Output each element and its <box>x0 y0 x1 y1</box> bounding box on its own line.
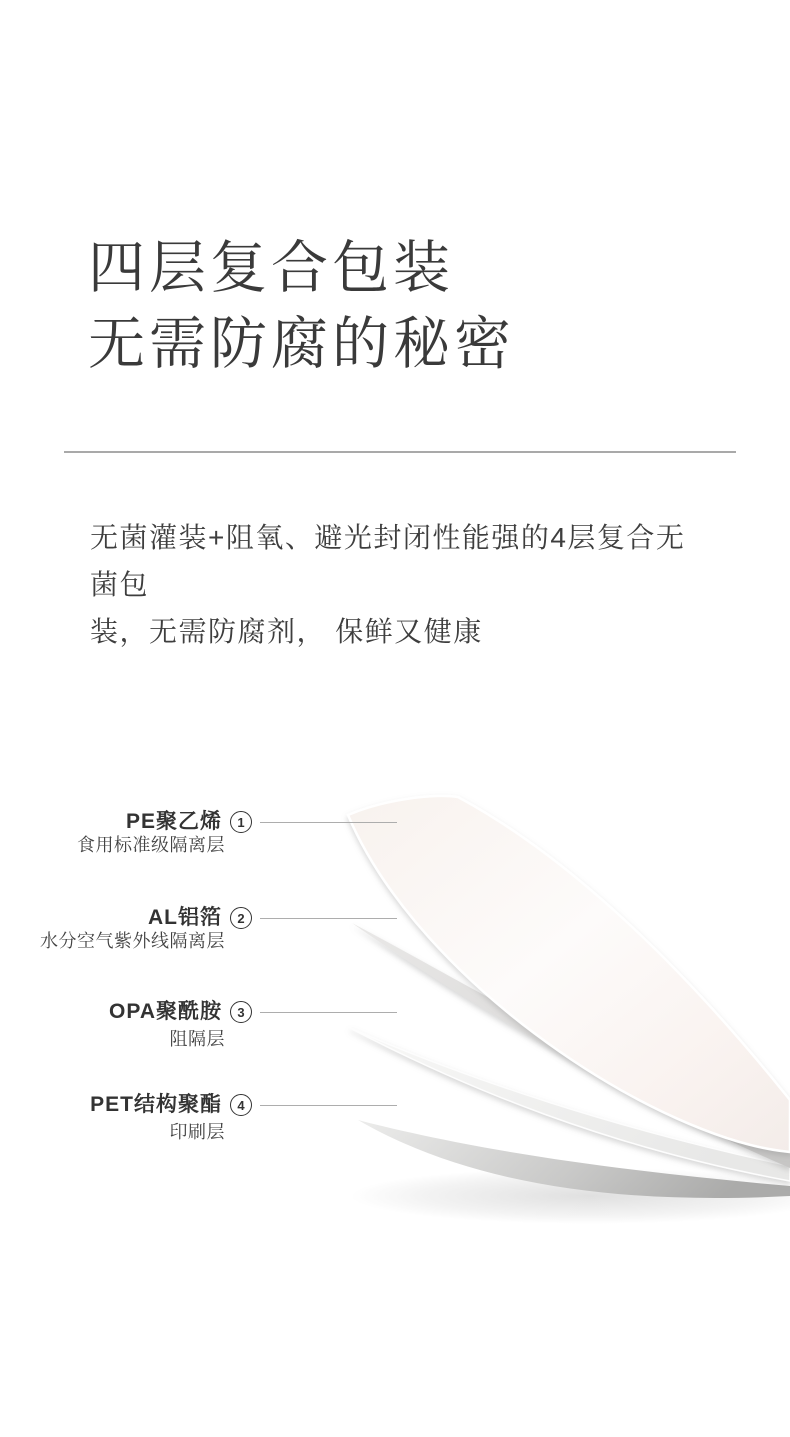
layer-number-badge-4: 4 <box>230 1094 252 1116</box>
layer-callout-al <box>0 905 397 931</box>
layer-number-badge-1: 1 <box>230 811 252 833</box>
section-title-line-1: 四层复合包装 <box>88 236 454 300</box>
layer-name-pe: PE聚乙烯 <box>125 810 222 833</box>
section-title-line-2: 无需防腐的秘密 <box>88 312 515 376</box>
layer-sublabel-al: 水分空气紫外线隔离层 <box>40 931 225 951</box>
layer-callout-pet <box>0 1092 397 1118</box>
layer-callout-opa <box>0 999 397 1025</box>
layer-name-al: AL铝箔 <box>148 906 222 929</box>
connector-line-1 <box>260 822 397 823</box>
layer-sublabel-opa: 阻隔层 <box>169 1029 225 1049</box>
layer-number-badge-3: 3 <box>230 1001 252 1023</box>
connector-line-2 <box>260 918 397 919</box>
layer-number-badge-2: 2 <box>230 907 252 929</box>
layer-sublabel-pe: 食用标准级隔离层 <box>77 835 225 855</box>
layer-sublabel-pet: 印刷层 <box>169 1122 225 1142</box>
layer-callout-pe <box>0 809 397 835</box>
connector-line-3 <box>260 1012 397 1013</box>
description-line-1: 无菌灌装+阻氧、避光封闭性能强的4层复合无菌包 <box>90 522 686 600</box>
description-line-2: 装，无需防腐剂， 保鲜又健康 <box>90 616 483 647</box>
sheet-layer-1 <box>348 796 790 1152</box>
connector-line-4 <box>260 1105 397 1106</box>
layer-name-pet: PET结构聚酯 <box>90 1093 222 1116</box>
layer-name-opa: OPA聚酰胺 <box>109 1000 222 1023</box>
